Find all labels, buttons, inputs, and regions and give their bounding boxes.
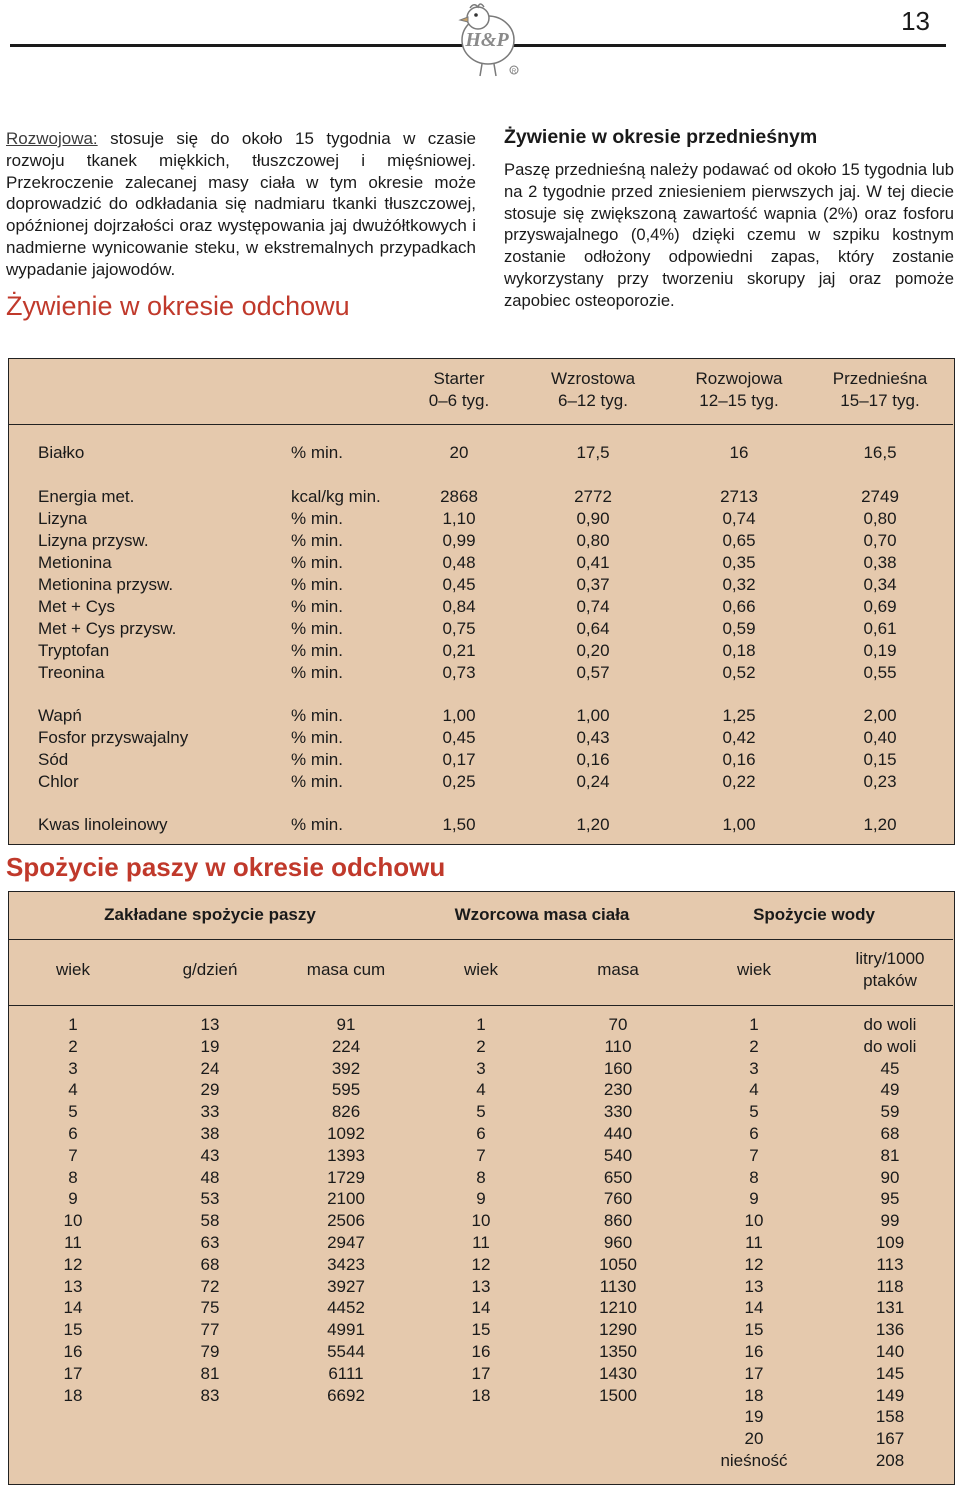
mass-week: 16: [471, 1342, 491, 1361]
chick-logo: [440, 0, 530, 82]
water-week: 6: [749, 1124, 759, 1143]
nutrient-name: Lizyna: [38, 509, 88, 528]
mass-value: 1350: [599, 1342, 637, 1361]
nutrient-value: 0,24: [576, 772, 610, 791]
nutrient-value: 0,48: [442, 553, 476, 572]
feed-week: 9: [68, 1189, 78, 1209]
nutrient-name: Chlor: [38, 772, 79, 791]
nutrient-value: 1,00: [722, 815, 756, 834]
feed-week: 2: [68, 1036, 78, 1056]
nutrient-value: 0,19: [863, 641, 897, 660]
water-value: 113: [876, 1254, 904, 1274]
column-header: masa: [597, 960, 639, 979]
nutrient-unit: % min.: [291, 531, 343, 550]
feed-grams: 48: [200, 1167, 220, 1187]
consumption-table: [8, 891, 955, 1485]
feed-grams: 53: [200, 1189, 220, 1209]
feed-cumulative: 826: [331, 1102, 361, 1122]
feed-grams: 33: [200, 1102, 220, 1122]
feed-cumulative: 4991: [327, 1320, 365, 1340]
nutrient-value: 0,16: [576, 750, 610, 769]
feed-grams: 13: [200, 1015, 220, 1034]
mass-value: 330: [603, 1102, 633, 1122]
odchow-heading: Żywienie w okresie odchowu: [6, 290, 350, 321]
nutrient-name: Sód: [38, 750, 69, 769]
water-value: 109: [875, 1233, 905, 1252]
nutrient-value: 0,55: [863, 663, 897, 682]
nutrient-value: 0,74: [576, 597, 610, 616]
feed-week: 17: [63, 1363, 83, 1383]
water-week: 19: [744, 1407, 764, 1427]
nutrient-value: 0,40: [863, 728, 897, 747]
mass-week: 13: [471, 1276, 491, 1296]
nutrient-value: 16: [729, 443, 749, 462]
nutrient-value: 0,17: [442, 750, 476, 769]
nutrient-unit: % min.: [291, 575, 343, 594]
water-week: 14: [744, 1298, 764, 1318]
nutrient-value: 0,35: [722, 553, 756, 572]
nutrient-name: Wapń: [38, 706, 82, 725]
page-number: 13: [901, 6, 930, 36]
feed-cumulative: 2506: [327, 1211, 365, 1231]
mass-value: 1430: [599, 1363, 637, 1383]
water-value: 81: [880, 1145, 900, 1165]
feed-cumulative: 4452: [327, 1298, 365, 1318]
feed-week: 4: [68, 1080, 78, 1100]
nutrient-value: 0,42: [722, 728, 756, 747]
feed-cumulative: 3927: [327, 1276, 365, 1296]
nutrient-value: 0,21: [442, 641, 476, 660]
nutrient-value: 2,00: [863, 706, 897, 725]
mass-week: 14: [471, 1298, 491, 1318]
nutrient-name: Met + Cys: [38, 597, 115, 616]
mass-week: 17: [471, 1363, 491, 1383]
mass-week: 1: [476, 1015, 486, 1034]
water-value: 158: [875, 1407, 905, 1427]
nutrient-unit: % min.: [291, 815, 343, 834]
nutrient-value: 2772: [574, 487, 612, 506]
svg-text:R: R: [511, 69, 517, 75]
nutrient-unit: % min.: [291, 750, 343, 769]
nutrient-value: 0,80: [863, 509, 897, 528]
water-value: 136: [875, 1320, 905, 1340]
nutrient-value: 1,20: [576, 815, 610, 834]
nutrient-name: Energia met.: [38, 487, 135, 506]
feed-week: 14: [63, 1298, 83, 1318]
phase-header-age: 6–12 tyg.: [558, 391, 628, 410]
water-value: 167: [875, 1429, 905, 1449]
nutrient-value: 1,50: [442, 815, 476, 834]
water-week: 17: [744, 1363, 764, 1383]
phase-header-age: 12–15 tyg.: [699, 391, 779, 410]
mass-week: 9: [476, 1189, 486, 1209]
nutrient-value: 0,74: [722, 509, 756, 528]
nutrient-name: Tryptofan: [38, 641, 110, 660]
nutrient-value: 0,16: [722, 750, 756, 769]
water-week: 13: [744, 1276, 764, 1296]
mass-value: 1210: [599, 1298, 637, 1318]
nutrient-value: 0,65: [722, 531, 756, 550]
nutrient-value: 0,52: [722, 663, 756, 682]
nutrient-value: 0,45: [442, 575, 476, 594]
water-week: 7: [749, 1145, 759, 1165]
feed-grams: 79: [200, 1342, 220, 1361]
phase-header-name: Przednieśna: [832, 369, 928, 388]
feed-grams: 72: [200, 1276, 220, 1296]
nutrient-value: 0,90: [576, 509, 610, 528]
water-value: 99: [880, 1211, 900, 1231]
feed-cumulative: 224: [331, 1036, 361, 1056]
feed-cumulative: 1092: [327, 1124, 365, 1143]
nutrient-value: 0,25: [442, 772, 476, 791]
feed-grams: 83: [200, 1385, 220, 1405]
group-header: Wzorcowa masa ciała: [454, 905, 630, 924]
water-value: do woli: [863, 1015, 917, 1034]
nutrient-value: 0,22: [722, 772, 756, 791]
nutrient-value: 0,84: [442, 597, 476, 616]
nutrient-unit: % min.: [291, 728, 343, 747]
water-value: 145: [875, 1363, 905, 1383]
column-header: g/dzień: [182, 960, 238, 979]
mass-week: 18: [471, 1385, 491, 1405]
water-value: 45: [880, 1058, 900, 1078]
nutrient-value: 2749: [861, 487, 899, 506]
nutrient-value: 0,43: [576, 728, 610, 747]
water-value: 131: [875, 1298, 905, 1318]
mass-value: 230: [603, 1080, 633, 1100]
nutrient-value: 20: [449, 443, 469, 462]
group-header: Spożycie wody: [753, 905, 875, 924]
feed-week: 8: [68, 1167, 78, 1187]
nutrient-name: Kwas linoleinowy: [38, 815, 168, 834]
feed-week: 18: [63, 1385, 83, 1405]
nutrient-value: 0,69: [863, 597, 897, 616]
nutrient-value: 1,00: [442, 706, 476, 725]
nutrient-name: Treonina: [38, 663, 105, 682]
nutrient-value: 2868: [440, 487, 478, 506]
water-week: nieśność: [720, 1451, 788, 1470]
water-value: 49: [880, 1080, 900, 1100]
przedniesny-heading: Żywienie w okresie przednieśnym: [504, 126, 818, 148]
water-value: 118: [876, 1276, 904, 1296]
nutrient-unit: kcal/kg min.: [291, 487, 381, 506]
feed-week: 15: [63, 1320, 83, 1340]
phase-header-name: Starter: [433, 369, 485, 388]
intro-paragraph: [6, 128, 476, 281]
mass-week: 4: [476, 1080, 486, 1100]
nutrient-name: Met + Cys przysw.: [38, 619, 177, 638]
mass-value: 960: [603, 1233, 633, 1252]
water-week: 9: [749, 1189, 759, 1209]
feed-week: 10: [63, 1211, 83, 1231]
column-header: wiek: [463, 960, 498, 979]
feed-cumulative: 6692: [327, 1385, 365, 1405]
water-value: 59: [880, 1102, 900, 1122]
feed-week: 5: [68, 1102, 78, 1122]
feed-cumulative: 392: [331, 1058, 361, 1078]
nutrient-value: 0,41: [576, 553, 610, 572]
nutrient-value: 0,59: [722, 619, 756, 638]
mass-value: 1500: [599, 1385, 637, 1405]
nutrient-value: 17,5: [576, 443, 610, 462]
feed-week: 11: [64, 1233, 82, 1252]
mass-week: 3: [476, 1058, 486, 1078]
mass-value: 160: [603, 1058, 633, 1078]
nutrient-unit: % min.: [291, 663, 343, 682]
nutrient-value: 0,70: [863, 531, 897, 550]
column-header: litry/1000: [855, 949, 925, 968]
water-week: 20: [744, 1429, 764, 1449]
mass-value: 650: [603, 1167, 633, 1187]
mass-week: 5: [476, 1102, 486, 1122]
water-week: 5: [749, 1102, 759, 1122]
nutrient-value: 0,66: [722, 597, 756, 616]
mass-week: 8: [476, 1167, 486, 1187]
mass-value: 70: [608, 1015, 628, 1034]
water-week: 11: [745, 1233, 763, 1252]
nutrient-value: 0,37: [576, 575, 610, 594]
feed-grams: 43: [200, 1145, 220, 1165]
intro-lead: Rozwojowa:: [6, 129, 98, 148]
water-week: 4: [749, 1080, 759, 1100]
feed-week: 16: [63, 1342, 83, 1361]
water-week: 18: [744, 1385, 764, 1405]
nutrient-unit: % min.: [291, 706, 343, 725]
feed-cumulative: 91: [336, 1015, 356, 1034]
mass-value: 1050: [599, 1254, 637, 1274]
mass-value: 440: [603, 1124, 633, 1143]
nutrient-name: Metionina przysw.: [38, 575, 174, 594]
mass-week: 10: [471, 1211, 491, 1231]
nutrient-value: 2713: [720, 487, 758, 506]
nutrient-unit: % min.: [291, 772, 343, 791]
nutrient-name: Metionina: [38, 553, 112, 572]
logo-lettering: H&P: [465, 29, 509, 51]
water-value: 140: [875, 1342, 905, 1361]
nutrient-value: 0,15: [863, 750, 897, 769]
nutrient-unit: % min.: [291, 509, 343, 528]
water-week: 3: [749, 1058, 759, 1078]
feed-grams: 29: [200, 1080, 220, 1100]
group-header: Zakładane spożycie paszy: [104, 905, 316, 924]
nutrient-name: Białko: [38, 443, 85, 462]
water-value: 68: [880, 1124, 900, 1143]
intro-text: stosuje się do około 15 tygodnia w czasie rozwoju tkanek miękkich, tłuszczowej i mięśniowej. Przekroczenie zalecanej masy ciała w tym okresie może doprowadzić do odkładania się nadmiaru tkanki tłuszczowej, opóźnionej dojrzałości oraz występowania jaj dwużółtkowych i nadmierne wynicowanie steku, w ekstremalnych przypadkach wypadanie jajowodów.: [6, 129, 476, 279]
water-week: 1: [749, 1015, 759, 1034]
nutrient-name: Fosfor przyswajalny: [38, 728, 189, 747]
feed-cumulative: 2100: [327, 1189, 365, 1209]
column-header: masa cum: [306, 960, 386, 979]
feed-grams: 68: [200, 1254, 220, 1274]
mass-week: 15: [471, 1320, 491, 1340]
feed-cumulative: 6111: [328, 1363, 364, 1383]
nutrient-unit: % min.: [291, 619, 343, 638]
mass-week: 12: [471, 1254, 491, 1274]
nutrient-value: 16,5: [863, 443, 897, 462]
nutrient-value: 0,80: [576, 531, 610, 550]
mass-week: 2: [476, 1036, 486, 1056]
nutrient-value: 0,64: [576, 619, 610, 638]
water-value: 90: [880, 1167, 900, 1187]
nutrient-name: Lizyna przysw.: [38, 531, 149, 550]
nutrient-value: 1,00: [576, 706, 610, 725]
nutrient-value: 0,18: [722, 641, 756, 660]
water-value: 95: [880, 1189, 900, 1209]
feed-grams: 63: [200, 1233, 220, 1252]
nutrient-value: 0,32: [722, 575, 756, 594]
mass-week: 11: [472, 1233, 490, 1252]
mass-value: 860: [603, 1211, 633, 1231]
mass-value: 540: [603, 1145, 633, 1165]
feed-grams: 75: [200, 1298, 220, 1318]
nutrient-value: 0,75: [442, 619, 476, 638]
feed-cumulative: 1393: [327, 1145, 365, 1165]
right-column: [504, 126, 954, 312]
water-value: 149: [875, 1385, 905, 1405]
feed-week: 13: [63, 1276, 83, 1296]
water-week: 16: [744, 1342, 764, 1361]
water-week: 12: [744, 1254, 764, 1274]
nutrient-value: 0,38: [863, 553, 897, 572]
column-header: wiek: [736, 960, 771, 979]
phase-header-name: Wzrostowa: [550, 369, 636, 388]
nutrient-unit: % min.: [291, 443, 343, 462]
left-column: [6, 128, 476, 322]
feed-cumulative: 2947: [327, 1233, 365, 1252]
mass-value: 1130: [599, 1276, 637, 1296]
feed-grams: 81: [200, 1363, 220, 1383]
feed-week: 1: [68, 1015, 78, 1034]
feed-grams: 19: [200, 1036, 220, 1056]
phase-header-age: 15–17 tyg.: [840, 391, 920, 410]
feed-week: 3: [68, 1058, 78, 1078]
phase-header-age: 0–6 tyg.: [428, 391, 490, 410]
nutrient-value: 0,61: [863, 619, 897, 638]
mass-value: 110: [604, 1036, 632, 1056]
feed-grams: 77: [200, 1320, 220, 1340]
feed-cumulative: 595: [331, 1080, 361, 1100]
feed-grams: 24: [200, 1058, 220, 1078]
nutrient-value: 0,99: [442, 531, 476, 550]
phase-header-name: Rozwojowa: [695, 369, 783, 388]
nutrient-value: 0,34: [863, 575, 897, 594]
nutrient-value: 0,45: [442, 728, 476, 747]
nutrient-value: 0,73: [442, 663, 476, 682]
nutrient-value: 0,57: [576, 663, 610, 682]
nutrient-value: 1,10: [442, 509, 476, 528]
mass-week: 6: [476, 1124, 486, 1143]
feed-week: 12: [63, 1254, 83, 1274]
feed-week: 6: [68, 1124, 78, 1143]
nutrient-value: 1,25: [722, 706, 756, 725]
nutrient-unit: % min.: [291, 553, 343, 572]
feed-cumulative: 1729: [327, 1167, 365, 1187]
nutrient-value: 1,20: [863, 815, 897, 834]
feed-grams: 38: [200, 1124, 220, 1143]
column-header: ptaków: [863, 971, 917, 990]
przedniesny-paragraph: Paszę przednieśną należy podawać od około 15 tygodnia lub na 2 tygodnie przed zniesieniem pierwszych jaj. W tej diecie stosuje się zwiększoną zawartość wapnia (2%) oraz fosforu przyswajalnego (0,4%) dzięki czemu w szpiku kostnym zostanie odłożony odpowiedni zapas, który zostanie wykorzystany przy tworzeniu skorupy jaj oraz pomoże zapobiec osteoporozie.: [504, 160, 954, 310]
water-week: 15: [744, 1320, 764, 1340]
feed-week: 7: [68, 1145, 78, 1165]
nutrient-value: 0,20: [576, 641, 610, 660]
consumption-heading: Spożycie paszy w okresie odchowu: [6, 852, 446, 882]
nutrient-unit: % min.: [291, 597, 343, 616]
feed-grams: 58: [200, 1211, 220, 1231]
feed-cumulative: 3423: [327, 1254, 365, 1274]
water-week: 8: [749, 1167, 759, 1187]
water-week: 2: [749, 1036, 759, 1056]
feed-cumulative: 5544: [327, 1342, 365, 1361]
mass-value: 760: [603, 1189, 633, 1209]
water-value: 208: [875, 1451, 905, 1470]
nutrient-unit: % min.: [291, 641, 343, 660]
column-header: wiek: [55, 960, 90, 979]
mass-value: 1290: [599, 1320, 637, 1340]
water-week: 10: [744, 1211, 764, 1231]
water-value: do woli: [863, 1036, 917, 1056]
nutrient-value: 0,23: [863, 772, 897, 791]
mass-week: 7: [476, 1145, 486, 1165]
nutrition-table: [8, 358, 955, 845]
